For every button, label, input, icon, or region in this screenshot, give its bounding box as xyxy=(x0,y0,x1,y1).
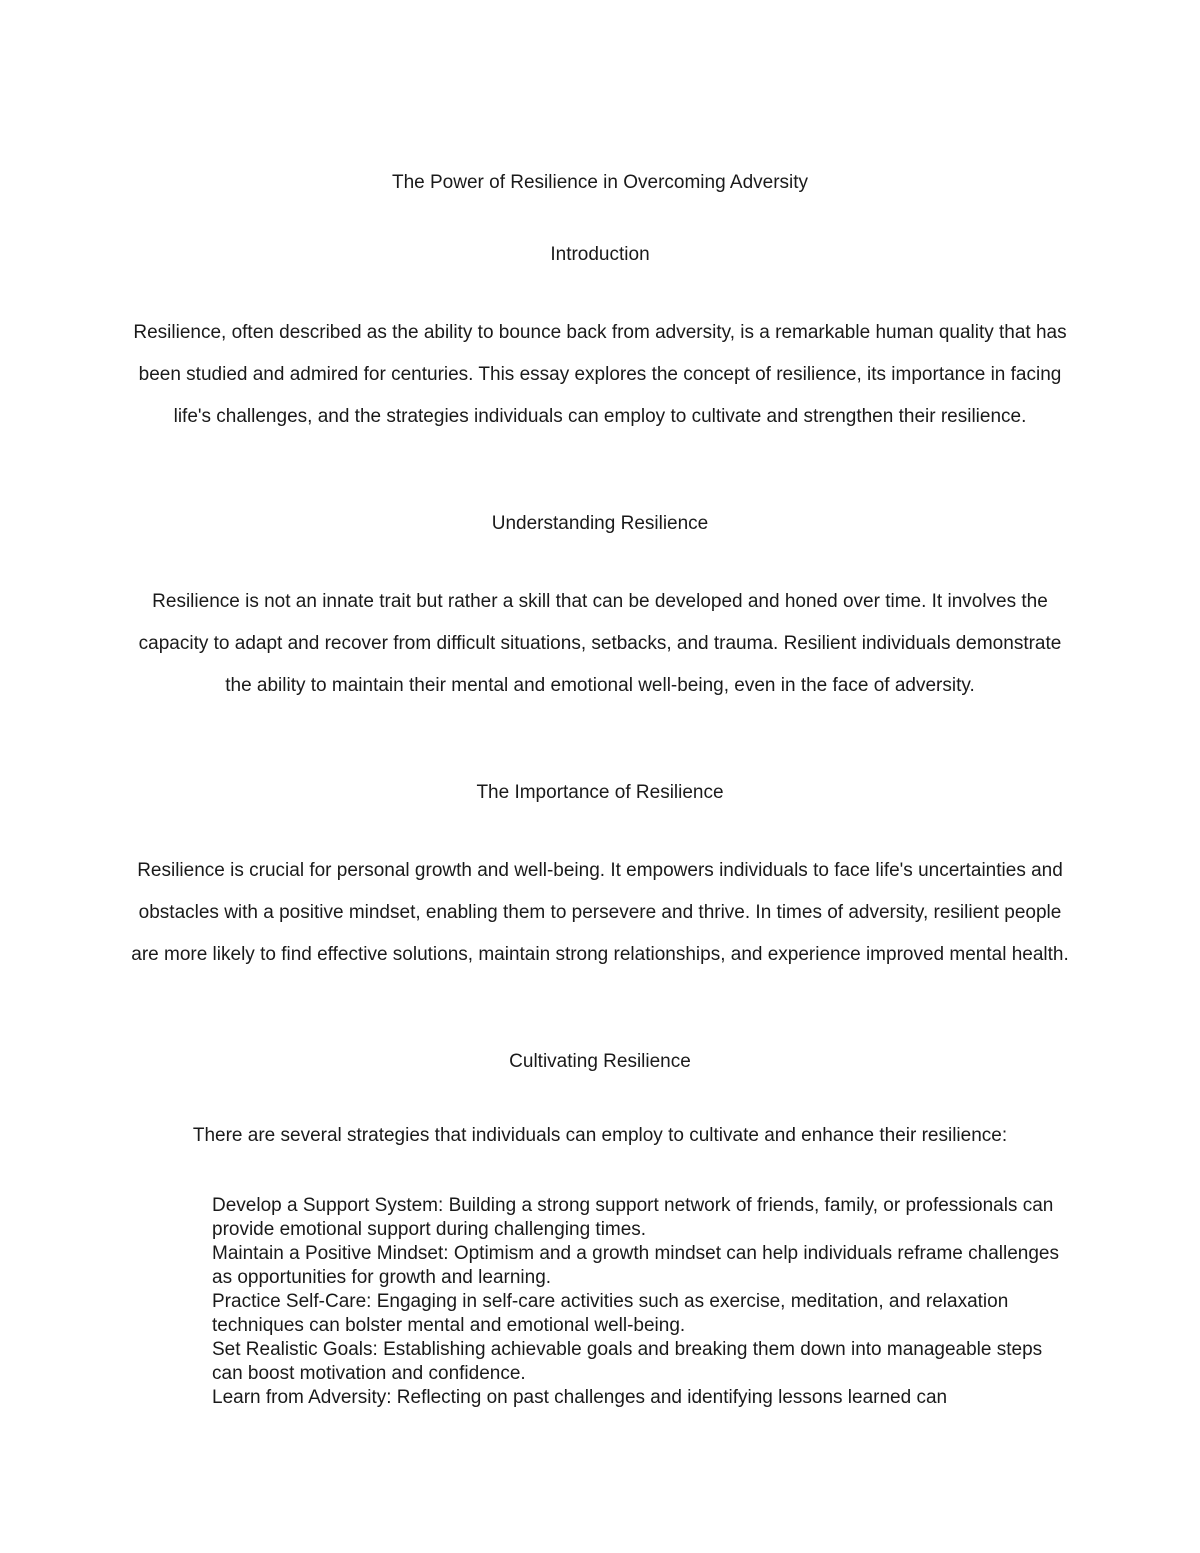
section-body-cultivating-resilience: There are several strategies that individuals can employ to cultivate and enhance their resilience: xyxy=(192,1125,1008,1146)
section-heading-understanding-resilience: Understanding Resilience xyxy=(491,513,709,534)
section-heading-importance-of-resilience: The Importance of Resilience xyxy=(476,782,724,803)
strategy-item-support-system: Develop a Support System: Building a strong support network of friends, family, or professionals can provide emotional support during challenging times. xyxy=(212,1195,1054,1240)
section-body-importance-of-resilience: Resilience is crucial for personal growth and well-being. It empowers individuals to face life's uncertainties and obstacles with a positive mindset, enabling them to persevere and thrive. In times of adversity, resilient people are more likely to find effective solutions, maintain strong relationships, and experience improved mental health. xyxy=(131,860,1069,965)
strategy-item-self-care: Practice Self-Care: Engaging in self-care activities such as exercise, meditation, and relaxation techniques can bolster mental and emotional well-being. xyxy=(212,1291,1009,1336)
section-heading-introduction: Introduction xyxy=(550,244,650,265)
section-body-understanding-resilience: Resilience is not an innate trait but rather a skill that can be developed and honed over time. It involves the capacity to adapt and recover from difficult situations, setbacks, and trauma. Resilient individuals demonstrate the ability to maintain their mental and emotional well-being, even in the face of adversity. xyxy=(138,591,1062,696)
section-body-introduction: Resilience, often described as the ability to bounce back from adversity, is a remarkable human quality that has been studied and admired for centuries. This essay explores the concept of resilience, its importance in facing life's challenges, and the strategies individuals can employ to cultivate and strengthen their resilience. xyxy=(133,322,1067,427)
document-title: The Power of Resilience in Overcoming Adversity xyxy=(391,172,809,193)
strategy-item-learn-from-adversity: Learn from Adversity: Reflecting on past challenges and identifying lessons learned can xyxy=(212,1387,948,1408)
section-heading-cultivating-resilience: Cultivating Resilience xyxy=(509,1051,691,1072)
strategy-item-realistic-goals: Set Realistic Goals: Establishing achievable goals and breaking them down into manageable steps can boost motivation and confidence. xyxy=(212,1339,1043,1384)
strategy-list xyxy=(212,1194,1072,1410)
strategy-item-positive-mindset: Maintain a Positive Mindset: Optimism and a growth mindset can help individuals reframe challenges as opportunities for growth and learning. xyxy=(212,1243,1059,1288)
